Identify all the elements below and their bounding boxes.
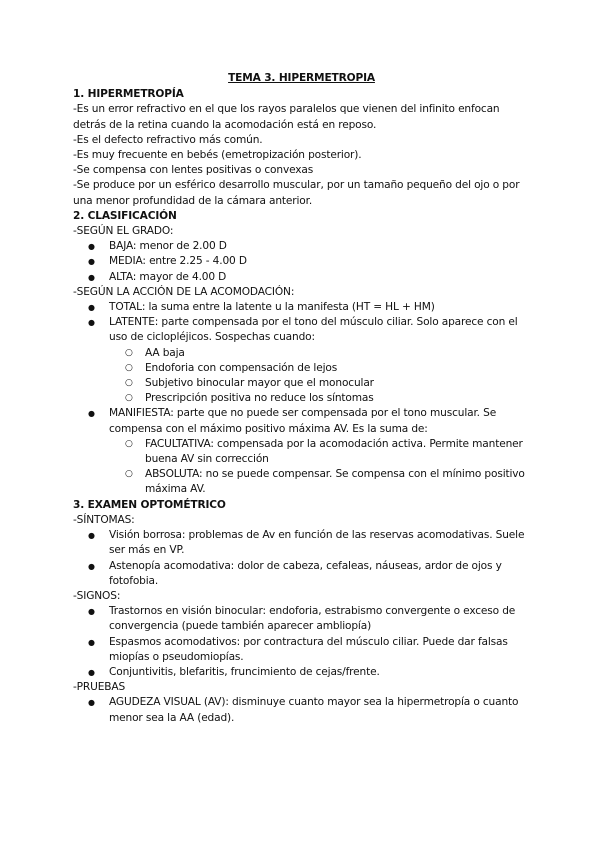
list-item-total: ● TOTAL: la suma entre la latente u la manifesta (HT = HL + HM) [73,300,530,315]
list-item: ● ALTA: mayor de 4.00 D [73,270,530,285]
latente-sublist [109,346,530,407]
pruebas-list [73,695,530,725]
list-item: ● AGUDEZA VISUAL (AV): disminuye cuanto mayor sea la hipermetropía o cuanto menor sea la AA (edad). [73,695,530,725]
manifiesta-text: MANIFIESTA: parte que no puede ser compensada por el tono muscular. Se compensa con el máximo positivo máxima AV. Es la suma de: [109,407,497,435]
list-item-manifiesta [73,406,530,497]
sintomas-list [73,528,530,589]
list-item: ● MEDIA: entre 2.25 - 4.00 D [73,254,530,269]
sublist-item: ○ ABSOLUTA: no se puede compensar. Se compensa con el mínimo positivo máxima AV. [109,467,530,497]
paragraph-line: -Es muy frecuente en bebés (emetropización posterior). [73,149,362,162]
list-item: ● Espasmos acomodativos: por contractura del músculo ciliar. Puede dar falsas miopías o pseudomiopías. [73,635,530,665]
section-heading-examen: 3. EXAMEN OPTOMÉTRICO [73,498,226,511]
paragraph-line: -Se compensa con lentes positivas o convexas [73,164,314,177]
sublist-item: ○ Endoforia con compensación de lejos [109,361,530,376]
subsection-label-sintomas: -SÍNTOMAS: [73,513,135,526]
subsection-label-acomodacion: -SEGÚN LA ACCIÓN DE LA ACOMODACIÓN: [73,285,295,298]
acomodacion-list [73,300,530,498]
list-item: ● Visión borrosa: problemas de Av en función de las reservas acomodativas. Suele ser más en VP. [73,528,530,558]
signos-list [73,604,530,680]
section-heading-clasificacion: 2. CLASIFICACIÓN [73,209,177,222]
list-item: ● BAJA: menor de 2.00 D [73,239,530,254]
subsection-label-pruebas: -PRUEBAS [73,681,126,694]
paragraph-line: -Es el defecto refractivo más común. [73,133,263,146]
subsection-label-grado: -SEGÚN EL GRADO: [73,225,174,238]
manifiesta-sublist [109,437,530,498]
latente-text: LATENTE: parte compensada por el tono del músculo ciliar. Solo aparece con el uso de ciclopléjicos. Sospechas cuando: [109,316,518,344]
paragraph-line: -Es un error refractivo en el que los rayos paralelos que vienen del infinito enfocan detrás de la retina cuando la acomodación está en reposo. [73,103,500,131]
grado-list [73,239,530,285]
list-item: ● Conjuntivitis, blefaritis, fruncimiento de cejas/frente. [73,665,530,680]
document-title: TEMA 3. HIPERMETROPIA [228,72,375,84]
paragraph-line: -Se produce por un esférico desarrollo muscular, por un tamaño pequeño del ojo o por una menor profundidad de la cámara anterior. [73,179,520,207]
sublist-item: ○ AA baja [109,346,530,361]
list-item: ● Astenopía acomodativa: dolor de cabeza, cefaleas, náuseas, ardor de ojos y fotofobia. [73,559,530,589]
list-item-latente [73,315,530,406]
list-item: ● Trastornos en visión binocular: endoforia, estrabismo convergente o exceso de convergencia (puede también aparecer ambliopía) [73,604,530,634]
sublist-item: ○ Subjetivo binocular mayor que el monocular [109,376,530,391]
sublist-item: ○ FACULTATIVA: compensada por la acomodación activa. Permite mantener buena AV sin corrección [109,437,530,467]
sublist-item: ○ Prescripción positiva no reduce los síntomas [109,391,530,406]
subsection-label-signos: -SIGNOS: [73,589,121,602]
section-heading-hipermetropia: 1. HIPERMETROPÍA [73,88,184,101]
